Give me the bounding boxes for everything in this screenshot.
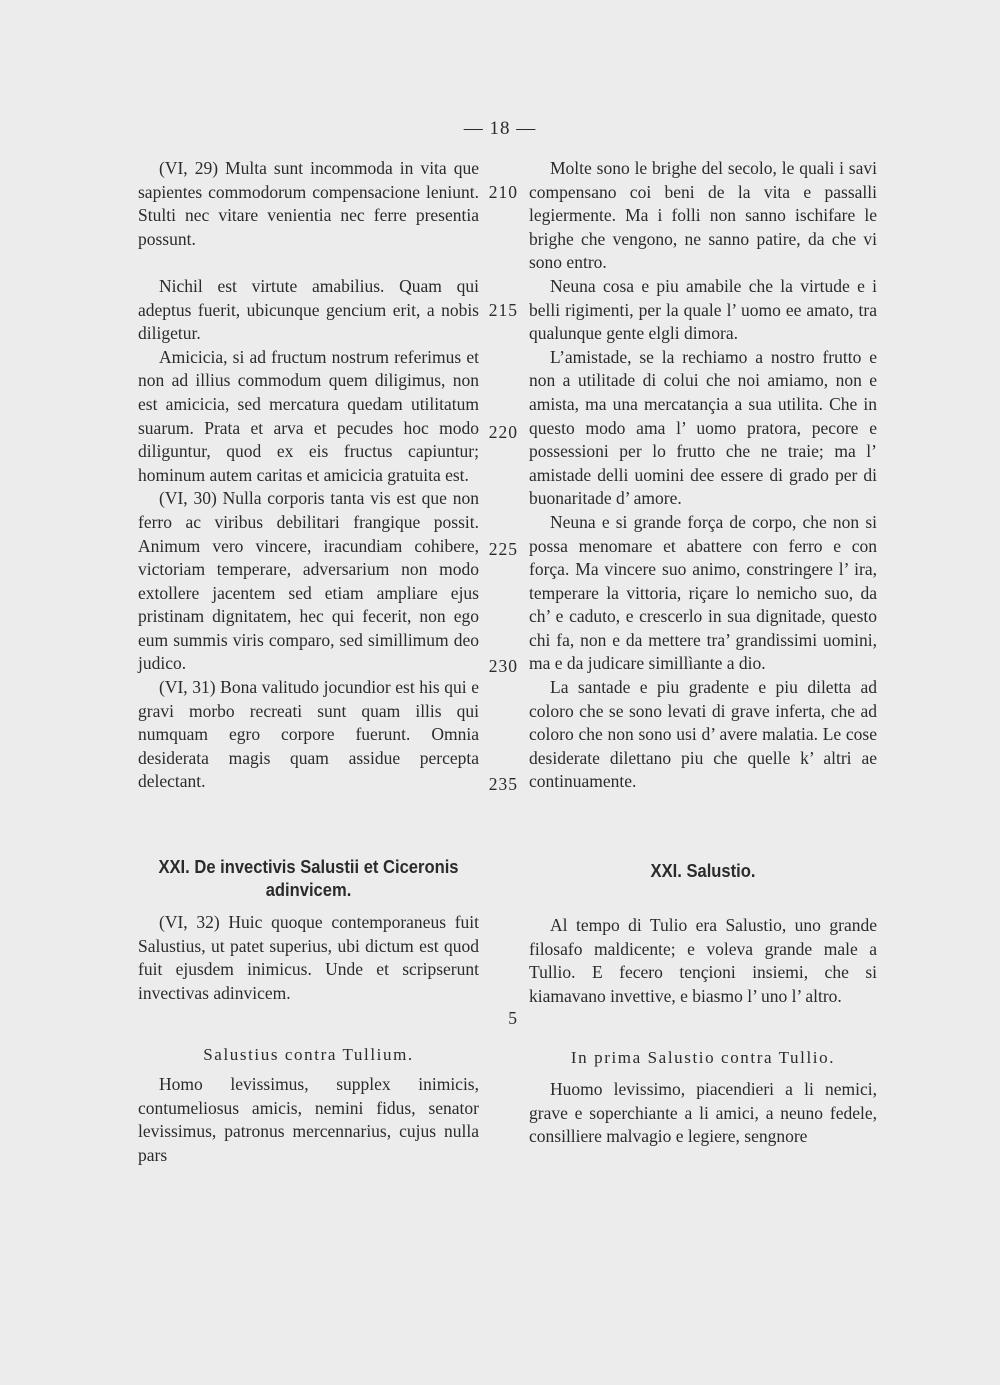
latin-paragraph: (VI, 32) Huic quoque contemporaneus fuit Salustius, ut patet superius, ubi dictum est quod fuit ejusdem inimicus. Unde et scripserunt invectivas adinvicem.: [138, 912, 479, 1003]
italian-paragraph: Neuna e si grande força de corpo, che non si possa menomare et abattere con ferro e con força. Ma vincere suo animo, constringere l’ ira, temperare la vittoria, riçare lo nemicho suo, da ch’ e caduto, e crescerlo in sua dignitade, questo chi fa, non e da mettere tra’ grandissimi uomini, ma e da judicare simillìante a dio.: [529, 511, 877, 674]
line-number: 230: [488, 656, 518, 676]
latin-lower-column: [138, 911, 479, 1005]
italian-paragraph: L’amistade, se la rechiamo a nostro frutto e non a utilitade di colui che noi amiamo, non e amista, ma una mercatançia a sua utilita. Che in questo modo ama l’ uomo pratora, pecore e possessioni per lo frutto che ne traie; ma l’ amistade delli uomini dee essere di grado per di buonaritade d’ amore.: [529, 346, 877, 509]
latin-upper-column: [138, 157, 479, 794]
latin-paragraph: (VI, 31) Bona valitudo jocundior est his qui e gravi morbo recreati sunt quam illis qui numquam egro corpore fuerunt. Omnia desiderata magis quam assidue percepta delectant.: [138, 677, 479, 792]
latin-section-title: XXI. De invectivis Salustii et Ciceronis adinvicem.: [158, 857, 459, 900]
line-number: 210: [488, 182, 518, 202]
latin-paragraph: Nichil est virtute amabilius. Quam qui adeptus fuerit, ubicunque gencium erit, a nobis diligetur.: [138, 275, 479, 344]
italian-final-column: [529, 1078, 877, 1149]
italian-subheading: In prima Salustio contra Tullio.: [570, 1048, 836, 1067]
latin-paragraph: Amicicia, si ad fructum nostrum referimus et non ad illius commodum quem diligimus, non est amicicia, sed mercatura quedam utilitatum suarum. Prata et arva et pecudes hoc modo diliguntur, quod ex eis fructus capiuntur; hominum autem caritas et amicicia gratuita est.: [138, 346, 479, 485]
italian-paragraph: Neuna cosa e piu amabile che la virtude e i belli rigimenti, per la quale l’ uomo ee amato, tra qualunque gente elgli dimora.: [529, 275, 877, 344]
latin-paragraph: Homo levissimus, supplex inimicis, contumeliosus amicis, nemini fidus, senator levissimus, patronus mercennarius, cujus nulla pars: [138, 1074, 479, 1165]
page-number: — 18 —: [463, 118, 537, 139]
latin-paragraph: (VI, 30) Nulla corporis tanta vis est que non ferro ac viribus debilitari frangique possit. Animum vero vincere, iracundiam cohibere, victoriam temperare, adversarium non modo extollere jacentem sed etiam ampliare ejus pristinam dignitatem, hec qui fecerit, non ego eum summis viris comparo, sed simillimum deo judico.: [138, 488, 479, 674]
italian-paragraph: Molte sono le brighe del secolo, le quali i savi compensano coi beni de la vita e passalli legiermente. Ma i folli non sanno ischifare le brighe che vengono, ne sanno patire, da che vi sono entro.: [529, 158, 877, 273]
line-number: 5: [508, 1008, 518, 1028]
italian-lower-column: [529, 914, 877, 1008]
line-number: 215: [488, 300, 518, 320]
latin-subheading: Salustius contra Tullium.: [203, 1045, 414, 1064]
italian-paragraph: Huomo levissimo, piacendieri a li nemici, grave e soperchiante a li amici, a neuno fedele, consilliere malvagio e legiere, sengnore: [529, 1079, 877, 1147]
paragraph-gap: [138, 251, 479, 275]
line-number: 220: [488, 422, 518, 442]
line-number: 235: [488, 774, 518, 794]
italian-paragraph: La santade e piu gradente e piu diletta ad coloro che se sono levati di grave inferta, che ad coloro che non sono usi d’ avere malatia. Le cose desiderate dilettano piu che quelle k’ altri ae continuamente.: [529, 677, 877, 792]
italian-section-title: XXI. Salustio.: [650, 861, 756, 881]
italian-paragraph: Al tempo di Tulio era Salustio, uno grande filosafo maldicente; e voleva grande male a Tullio. E fecero tençioni insiemi, che si kiamavano invettive, e biasmo l’ uno l’ altro.: [529, 915, 877, 1006]
latin-final-column: [138, 1073, 479, 1167]
latin-paragraph: (VI, 29) Multa sunt incommoda in vita que sapientes commodorum compensacione leniunt. Stulti nec vitare venientia nec ferre presentia possunt.: [138, 158, 479, 249]
line-number: 225: [488, 539, 518, 559]
italian-upper-column: [529, 157, 877, 794]
